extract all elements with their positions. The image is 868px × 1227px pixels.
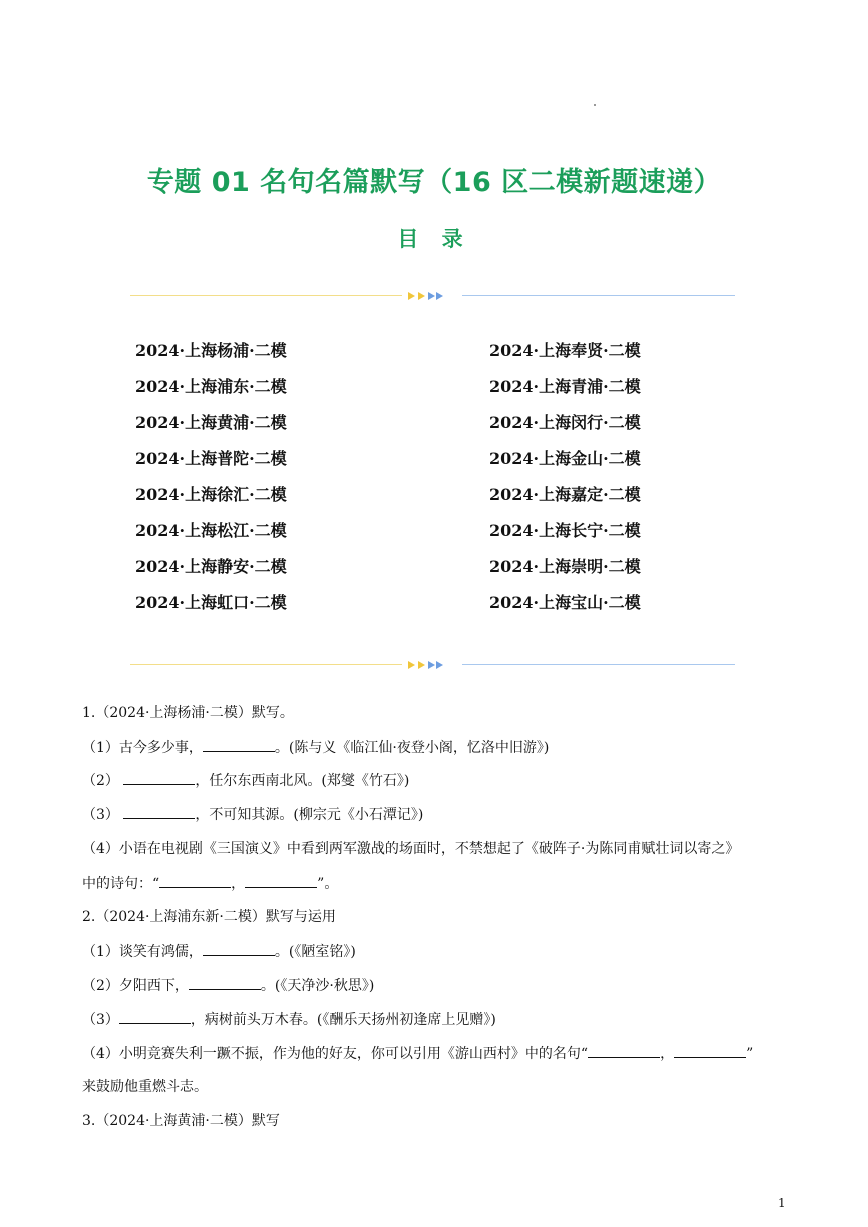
toc-item[interactable]: 2024·上海杨浦·二模: [135, 341, 287, 360]
question-1-sub-4-line2: 中的诗句：“ ， ”。: [82, 873, 802, 894]
toc-item[interactable]: 2024·上海宝山·二模: [489, 593, 641, 612]
question-3-head: 3.（2024·上海黄浦·二模）默写: [82, 1113, 280, 1129]
question-1-sub-4-line1: （4）小语在电视剧《三国演义》中看到两军激战的场面时，不禁想起了《破阵子·为陈同甫赋壮词以寄之》: [82, 841, 740, 857]
question-2-sub-3: （3） ，病树前头万木春。(《酬乐天扬州初逢席上见赠》): [82, 1009, 802, 1030]
answer-blank[interactable]: [674, 1043, 746, 1058]
toc-item[interactable]: 2024·上海浦东·二模: [135, 377, 287, 396]
question-1-sub-2: （2） ，任尔东西南北风。(郑燮《竹石》): [82, 770, 802, 791]
answer-blank[interactable]: [203, 941, 275, 956]
toc-item[interactable]: 2024·上海青浦·二模: [489, 377, 641, 396]
page-number: 1: [778, 1196, 786, 1210]
toc-item[interactable]: 2024·上海松江·二模: [135, 521, 287, 540]
toc-item[interactable]: 2024·上海奉贤·二模: [489, 341, 641, 360]
answer-blank[interactable]: [189, 975, 261, 990]
question-2-sub-4-line2: 来鼓励他重燃斗志。: [82, 1079, 208, 1095]
divider-left-line: [130, 664, 402, 665]
question-1-sub-3: （3） ，不可知其源。(柳宗元《小石潭记》): [82, 804, 802, 825]
question-2-head: 2.（2024·上海浦东新·二模）默写与运用: [82, 909, 336, 925]
question-1-head: 1.（2024·上海杨浦·二模）默写。: [82, 705, 294, 721]
question-1-sub-1: （1）古今多少事， 。(陈与义《临江仙·夜登小阁，忆洛中旧游》): [82, 737, 802, 758]
toc-item[interactable]: 2024·上海嘉定·二模: [489, 485, 641, 504]
divider-right-line: [462, 295, 735, 296]
dot-mark: [594, 104, 596, 106]
toc-item[interactable]: 2024·上海长宁·二模: [489, 521, 641, 540]
divider-top: [130, 290, 735, 302]
arrows-icon: [408, 659, 458, 671]
answer-blank[interactable]: [119, 1009, 191, 1024]
divider-left-line: [130, 295, 402, 296]
toc-heading: 目 录: [397, 227, 471, 251]
toc-item[interactable]: 2024·上海闵行·二模: [489, 413, 641, 432]
toc-item[interactable]: 2024·上海金山·二模: [489, 449, 641, 468]
divider-right-line: [462, 664, 735, 665]
toc-item[interactable]: 2024·上海虹口·二模: [135, 593, 287, 612]
toc-column-left: [135, 340, 287, 628]
question-2-sub-4-line1: （4）小明竞赛失利一蹶不振，作为他的好友，你可以引用《游山西村》中的名句“ ， ”: [82, 1043, 802, 1064]
toc-item[interactable]: 2024·上海静安·二模: [135, 557, 287, 576]
toc-item[interactable]: 2024·上海黄浦·二模: [135, 413, 287, 432]
question-2-sub-2: （2）夕阳西下， 。(《天净沙·秋思》): [82, 975, 802, 996]
document-title: 专题 01 名句名篇默写（16 区二模新题速递）: [146, 167, 722, 198]
arrows-icon: [408, 290, 458, 302]
answer-blank[interactable]: [588, 1043, 660, 1058]
toc-item[interactable]: 2024·上海崇明·二模: [489, 557, 641, 576]
answer-blank[interactable]: [159, 873, 231, 888]
answer-blank[interactable]: [203, 737, 275, 752]
divider-bottom: [130, 659, 735, 671]
answer-blank[interactable]: [123, 804, 195, 819]
toc-item[interactable]: 2024·上海普陀·二模: [135, 449, 287, 468]
answer-blank[interactable]: [123, 770, 195, 785]
toc-column-right: [489, 340, 641, 628]
answer-blank[interactable]: [245, 873, 317, 888]
toc-item[interactable]: 2024·上海徐汇·二模: [135, 485, 287, 504]
question-2-sub-1: （1）谈笑有鸿儒， 。(《陋室铭》): [82, 941, 802, 962]
